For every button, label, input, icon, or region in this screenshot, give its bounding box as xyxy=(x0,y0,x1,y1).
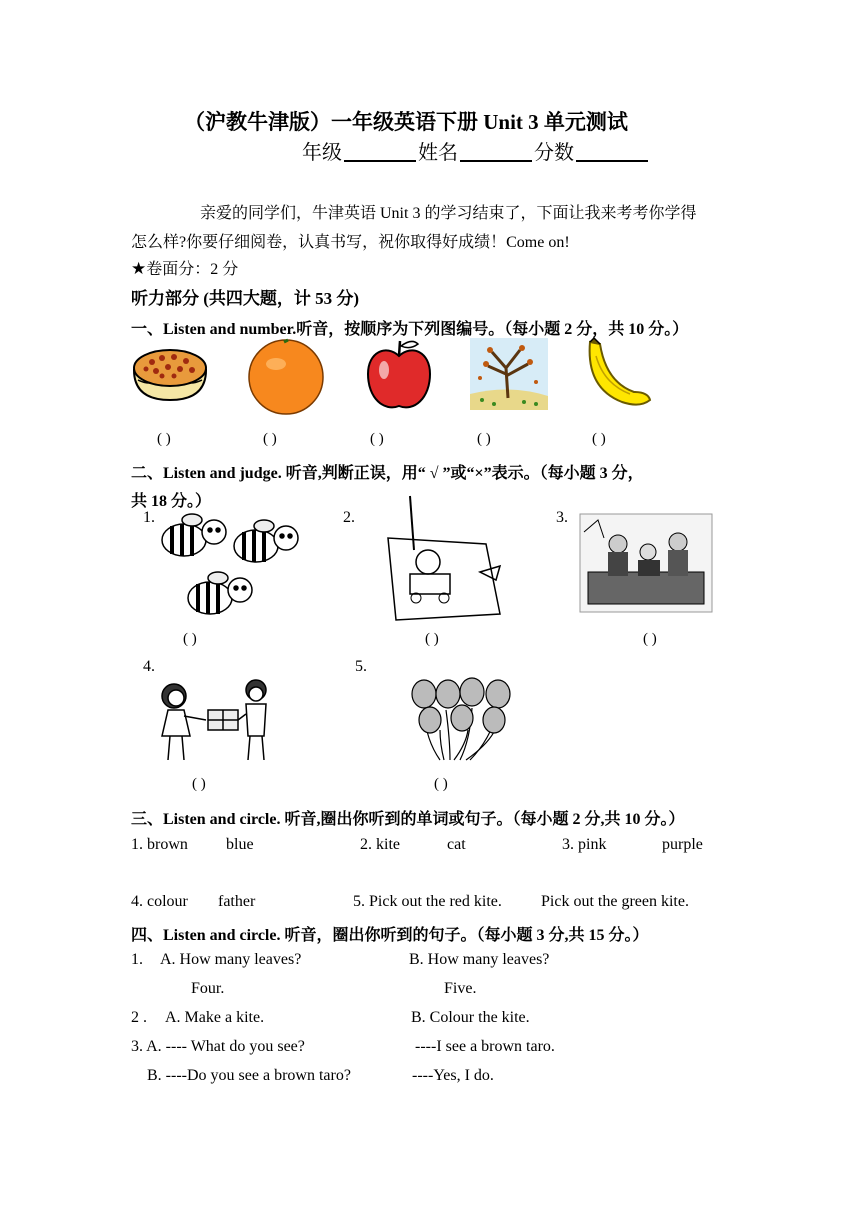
choice-option[interactable]: 1. brown xyxy=(131,836,188,853)
answer-blank[interactable]: ( ) xyxy=(477,431,491,447)
answer-blank[interactable]: ( ) xyxy=(183,631,197,647)
answer-text: Four. xyxy=(191,980,225,997)
orange-icon xyxy=(248,338,326,416)
bees-icon xyxy=(156,506,306,620)
answer-text: Five. xyxy=(444,980,477,997)
section2-title-line2: 共 18 分。） xyxy=(131,493,212,510)
choice-option[interactable]: 3. pink xyxy=(562,836,607,853)
grade-blank[interactable] xyxy=(344,142,416,162)
choice-option[interactable]: father xyxy=(218,893,256,910)
listening-title: 听力部分 (共四大题，计 53 分) xyxy=(131,289,360,308)
answer-blank[interactable]: ( ) xyxy=(157,431,171,447)
choice-option[interactable]: blue xyxy=(226,836,254,853)
autumn-tree-icon xyxy=(470,338,548,410)
star-icon: ★ xyxy=(131,259,147,278)
choice-option[interactable]: Pick out the green kite. xyxy=(541,893,689,910)
choice-option[interactable]: B. Colour the kite. xyxy=(411,1009,530,1026)
item-number: 3. xyxy=(556,509,568,526)
mooncake-icon xyxy=(130,344,210,404)
choice-option[interactable]: 5. Pick out the red kite. xyxy=(353,893,502,910)
item-number: 2. xyxy=(343,509,355,526)
answer-blank[interactable]: ( ) xyxy=(263,431,277,447)
item-number: 5. xyxy=(355,658,367,675)
answer-text: ----I see a brown taro. xyxy=(415,1038,555,1055)
item-number: 1. xyxy=(143,509,155,526)
choice-option[interactable]: cat xyxy=(447,836,466,853)
choice-option[interactable]: 2. kite xyxy=(360,836,400,853)
intro-line-2: 怎么样?你要仔细阅卷，认真书写，祝你取得好成绩！Come on! xyxy=(131,234,570,251)
answer-blank[interactable]: ( ) xyxy=(425,631,439,647)
neatness-line xyxy=(131,256,238,279)
answer-blank[interactable]: ( ) xyxy=(192,776,206,792)
section3-title: 三、Listen and circle. 听音,圈出你听到的单词或句子。（每小题 2 分,共 10 分。） xyxy=(131,811,685,828)
section2-title-line1: 二、Listen and judge. 听音,判断正误，用“ √ ”或“×”表示。（每小题 3 分， xyxy=(131,465,644,482)
score-label: 分数 xyxy=(534,142,574,164)
balloons-icon xyxy=(410,680,522,762)
intro-line-1: 亲爱的同学们，牛津英语 Unit 3 的学习结束了，下面让我来考考你学得 xyxy=(200,205,697,222)
children-gift-icon xyxy=(152,676,278,768)
answer-blank[interactable]: ( ) xyxy=(592,431,606,447)
choice-option[interactable]: 4. colour xyxy=(131,893,188,910)
choice-option[interactable]: A. How many leaves? xyxy=(160,951,302,968)
apple-icon xyxy=(366,338,432,414)
section4-title: 四、Listen and circle. 听音，圈出你听到的句子。（每小题 3 分,共 15 分。） xyxy=(131,927,649,944)
answer-blank[interactable]: ( ) xyxy=(643,631,657,647)
page-title: （沪教牛津版）一年级英语下册 Unit 3 单元测试 xyxy=(184,110,628,134)
section1-title: 一、Listen and number.听音，按顺序为下列图编号。（每小题 2 分，共 10 分。） xyxy=(131,321,689,338)
choice-option[interactable]: A. Make a kite. xyxy=(165,1009,265,1026)
score-blank[interactable] xyxy=(576,142,648,162)
neatness-text: 卷面分：2 分 xyxy=(146,261,239,278)
banana-icon xyxy=(584,336,654,408)
question-number: 2 . xyxy=(131,1009,147,1026)
answer-blank[interactable]: ( ) xyxy=(434,776,448,792)
answer-text: ----Yes, I do. xyxy=(412,1067,494,1084)
grade-label: 年级 xyxy=(302,142,342,164)
answer-blank[interactable]: ( ) xyxy=(370,431,384,447)
name-blank[interactable] xyxy=(460,142,532,162)
choice-option[interactable]: purple xyxy=(662,836,703,853)
item-number: 4. xyxy=(143,658,155,675)
choice-option[interactable]: 3. A. ---- What do you see? xyxy=(131,1038,305,1055)
question-number: 1. xyxy=(131,951,143,968)
family-sofa-icon xyxy=(578,512,714,614)
choice-option[interactable]: B. ----Do you see a brown taro? xyxy=(147,1067,351,1084)
choice-option[interactable]: B. How many leaves? xyxy=(409,951,550,968)
drawing-picture-icon xyxy=(380,494,510,626)
name-label: 姓名 xyxy=(418,142,458,164)
student-info-line xyxy=(302,136,650,165)
